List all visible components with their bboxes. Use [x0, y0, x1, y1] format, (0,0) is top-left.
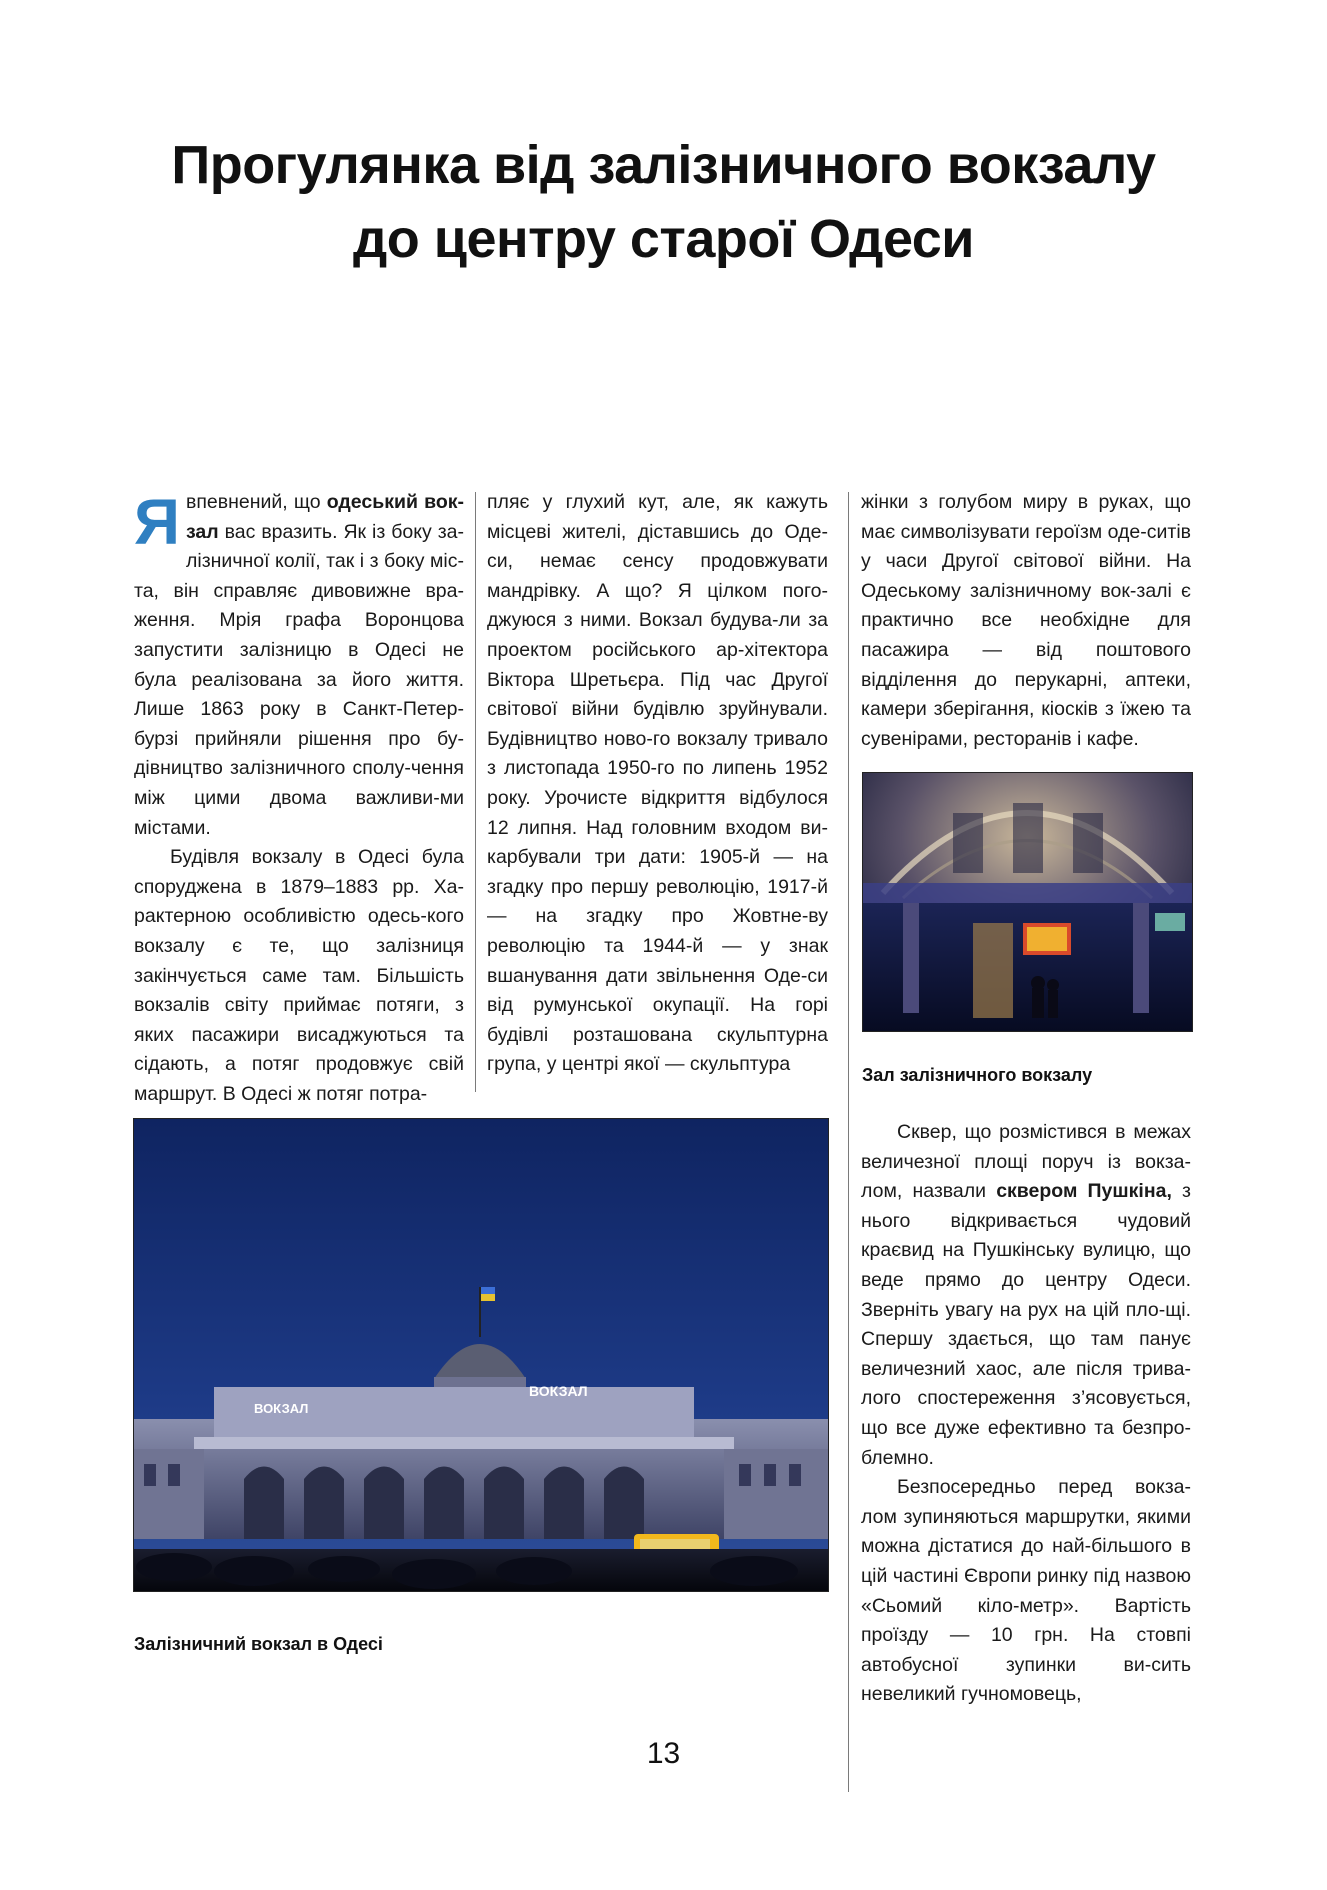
text-column-3-bottom	[861, 1118, 1191, 1710]
column-3-paragraph-1: жінки з голубом миру в руках, що має символізувати героїзм оде-ситів у часи Другої світової війни. На Одеському залізничному вок-залі є практично все необхідне для пасажира — від поштового відділення до перукарні, аптеки, камери зберігання, кіосків з їжею та сувенірами, ресторанів і кафе.	[861, 491, 1192, 750]
text-column-1	[134, 488, 464, 1109]
photo-station-hall	[862, 772, 1193, 1032]
caption-station-hall: Зал залізничного вокзалу	[862, 1065, 1093, 1085]
title-line-2: до центру старої Одеси	[352, 209, 975, 269]
page-number: 13	[646, 1737, 681, 1770]
column-divider-2	[848, 492, 849, 1792]
column-3-paragraph-3: Безпосередньо перед вокза-лом зупиняються маршрутки, якими можна дістатися до най-більшого в цій частині Європи ринку під назвою «Сьомий кіло-метр». Вартість проїзду — 10 грн. На стовпі автобусної зупинки ви-сить невеликий гучномовець,	[861, 1476, 1191, 1706]
column-1-paragraph-2: Будівля вокзалу в Одесі була споруджена в 1879–1883 рр. Ха-рактерною особливістю одесь-кого вокзалу є те, що залізниця закінчується саме там. Більшість вокзалів світу приймає потяги, з яких пасажири висаджуються та сідають, а потяг продовжує свій маршрут. В Одесі ж потяг потра-	[134, 846, 464, 1105]
page-title	[0, 128, 1327, 276]
column-2-paragraph-1: пляє у глухий кут, але, як кажуть місцеві жителі, діставшись до Оде-си, немає сенсу продовжувати мандрівку. А що? Я цілком пого-джуюся з ними. Вокзал будува-ли за проектом російського ар-хітектора Віктора Шретьєра. Під час Другої світової війни будівлю зруйнували. Будівництво ново-го вокзалу тривало з листопада 1950-го по липень 1952 року. Урочисте відкриття відбулося 12 липня. Над головним входом ви-карбували три дати: 1905-й — на згадку про першу революцію, 1917-й — на згадку про Жовтне-ву революцію та 1944-й — у знак вшанування дати звільнення Оде-си від румунської окупації. На горі будівлі розташована скульптурна група, у центрі якої — скульптура	[487, 491, 828, 1076]
title-line-1: Прогулянка від залізничного вокзалу	[171, 135, 1156, 195]
photo-railway-station	[133, 1118, 829, 1592]
station-hall-image	[863, 773, 1192, 1031]
text-column-3-top	[861, 488, 1191, 754]
column-1-p1-rest: вас вразить. Як із боку за-лізничної колії, так і з боку міс-та, він справляє дивовижне вра-ження. Мрія графа Воронцова запустити залізницю в Одесі не була реалізована за його життя. Лише 1863 року в Санкт-Петер-бурзі прийняли рішення про бу-дівництво залізничного сполу-чення між цими двома важливи-ми містами.	[134, 520, 464, 839]
column-1-p1-bold: одеський вок-зал	[186, 491, 465, 543]
station-sign-right: ВОКЗАЛ	[529, 1383, 588, 1399]
station-sign-left: ВОКЗАЛ	[254, 1401, 309, 1416]
caption-railway-station: Залізничний вокзал в Одесі	[134, 1634, 383, 1654]
text-column-2	[487, 488, 828, 1080]
railway-station-image	[134, 1119, 828, 1591]
column-3-paragraph-2	[861, 1118, 1191, 1473]
column-3-p2-rest: з нього відкривається чудовий краєвид на Пушкінську вулицю, що веде прямо до центру Одеси. Зверніть увагу на рух на цій пло-щі. Спершу здається, що там панує величезний хаос, але після трива-лого спостереження з’ясовується, що все дуже ефективно та безпро-блемно.	[861, 1180, 1192, 1469]
column-3-p2-start: Сквер, що розмістився в межах величезної площі поруч із вокза-лом, назвали	[861, 1121, 1191, 1203]
column-3-p2-bold: сквером Пушкіна,	[996, 1180, 1172, 1203]
drop-cap: Я	[134, 486, 180, 558]
column-divider-1	[475, 492, 476, 1092]
column-1-paragraph-1	[134, 488, 464, 843]
column-1-p1-start: впевнений, що	[186, 491, 327, 513]
